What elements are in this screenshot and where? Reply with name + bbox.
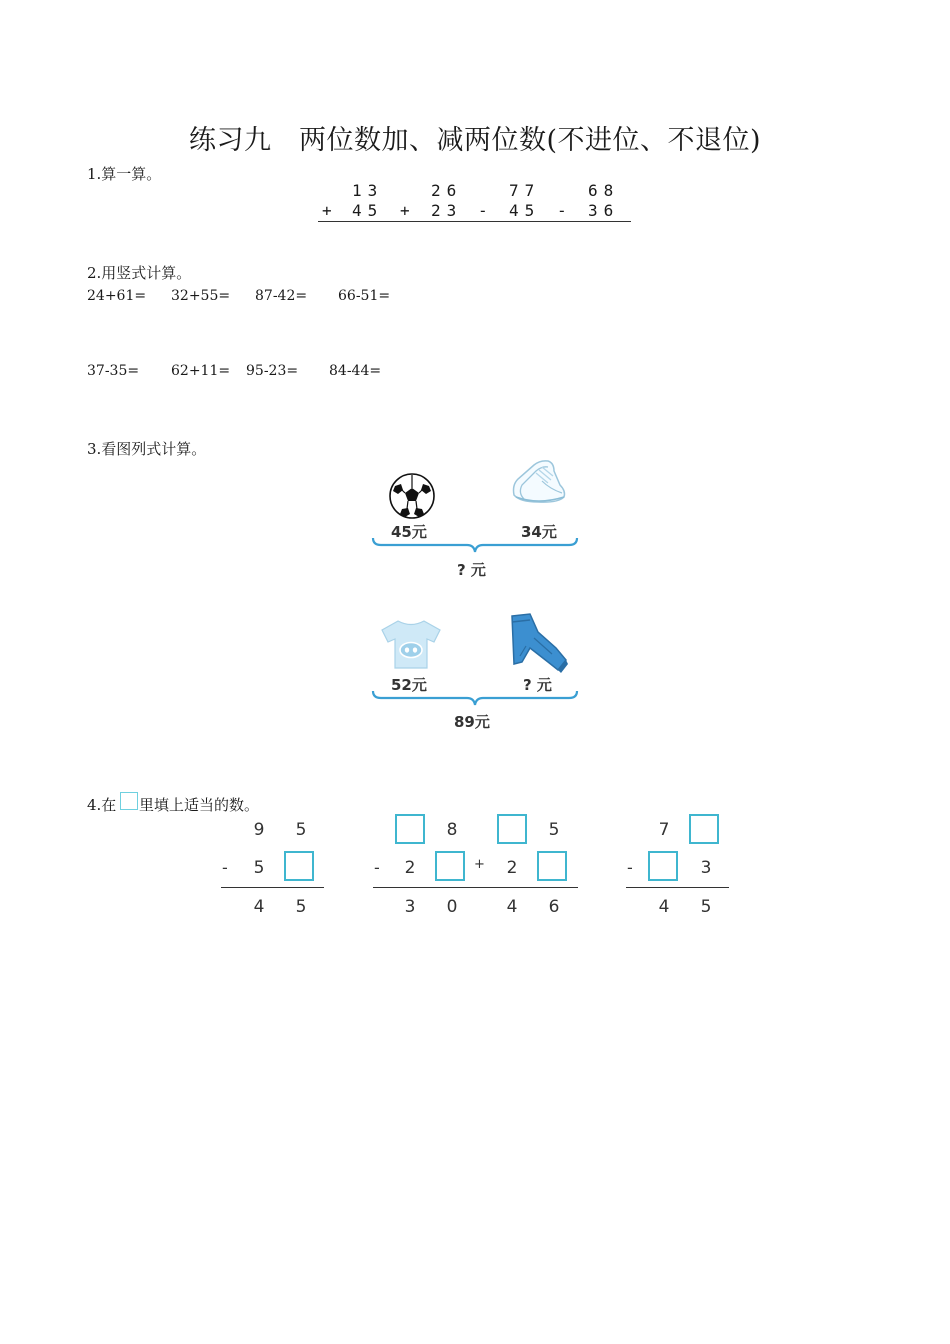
digit: 6 <box>548 897 560 917</box>
digit: 3 <box>404 897 416 917</box>
price-label: ? 元 <box>523 676 552 694</box>
brace-icon <box>371 690 579 706</box>
blank-box-sample <box>120 792 138 810</box>
q2-expression: 95-23= <box>246 363 299 379</box>
digit: 5 <box>700 897 712 917</box>
brace-icon <box>371 537 579 553</box>
q1-p2-bottom: 23 <box>431 201 463 220</box>
q1-p1-op: + <box>322 201 338 220</box>
q1-answer-line <box>318 221 631 222</box>
digit: 9 <box>253 820 265 840</box>
q1-p3-top: 77 <box>509 181 541 200</box>
q1-p2-top: 26 <box>431 181 463 200</box>
digit: 2 <box>506 858 518 878</box>
digit: 5 <box>295 820 307 840</box>
q2-heading: 2.用竖式计算。 <box>87 264 192 282</box>
digit: 8 <box>446 820 458 840</box>
q1-p3-op: - <box>478 201 494 220</box>
minus-sign: - <box>374 858 380 877</box>
q1-p1-bottom: 45 <box>352 201 384 220</box>
price-label: 52元 <box>391 676 427 694</box>
answer-box[interactable] <box>648 851 678 881</box>
total-label: 89元 <box>454 713 490 731</box>
q1-heading: 1.算一算。 <box>87 165 162 183</box>
q4-heading-after: 里填上适当的数。 <box>139 796 260 814</box>
digit: 3 <box>700 858 712 878</box>
digit: 0 <box>446 897 458 917</box>
soccer-ball-icon <box>388 472 436 520</box>
pants-icon <box>508 612 570 674</box>
digit: 4 <box>506 897 518 917</box>
q2-expression: 66-51= <box>338 288 391 304</box>
digit: 5 <box>253 858 265 878</box>
q2-expression: 24+61= <box>87 288 147 304</box>
digit: 2 <box>404 858 416 878</box>
digit: 4 <box>253 897 265 917</box>
answer-box[interactable] <box>689 814 719 844</box>
q2-expression: 62+11= <box>171 363 231 379</box>
digit: 5 <box>548 820 560 840</box>
answer-box[interactable] <box>537 851 567 881</box>
q1-p4-op: - <box>557 201 573 220</box>
digit: 7 <box>658 820 670 840</box>
answer-line <box>626 887 729 888</box>
answer-box[interactable] <box>435 851 465 881</box>
q1-p1-top: 13 <box>352 181 384 200</box>
q4-heading-before: 4.在 <box>87 796 117 814</box>
page-title: 练习九 两位数加、减两位数(不进位、不退位) <box>188 125 762 156</box>
digit: 4 <box>658 897 670 917</box>
tshirt-icon <box>380 618 442 670</box>
q2-expression: 37-35= <box>87 363 140 379</box>
minus-sign: - <box>627 858 633 877</box>
price-label: 45元 <box>391 523 427 541</box>
total-label: ? 元 <box>457 561 486 579</box>
minus-sign: - <box>222 858 228 877</box>
answer-box[interactable] <box>284 851 314 881</box>
q3-heading: 3.看图列式计算。 <box>87 440 207 458</box>
q2-expression: 87-42= <box>255 288 308 304</box>
q1-p4-top: 68 <box>588 181 620 200</box>
q2-expression: 84-44= <box>329 363 382 379</box>
q1-p4-bottom: 36 <box>588 201 620 220</box>
answer-box[interactable] <box>497 814 527 844</box>
plus-sign: + <box>474 857 485 872</box>
answer-line <box>373 887 578 888</box>
q2-expression: 32+55= <box>171 288 231 304</box>
answer-line <box>221 887 324 888</box>
price-label: 34元 <box>521 523 557 541</box>
answer-box[interactable] <box>395 814 425 844</box>
q1-p3-bottom: 45 <box>509 201 541 220</box>
q1-p2-op: + <box>400 201 416 220</box>
digit: 5 <box>295 897 307 917</box>
sneaker-icon <box>508 455 570 505</box>
